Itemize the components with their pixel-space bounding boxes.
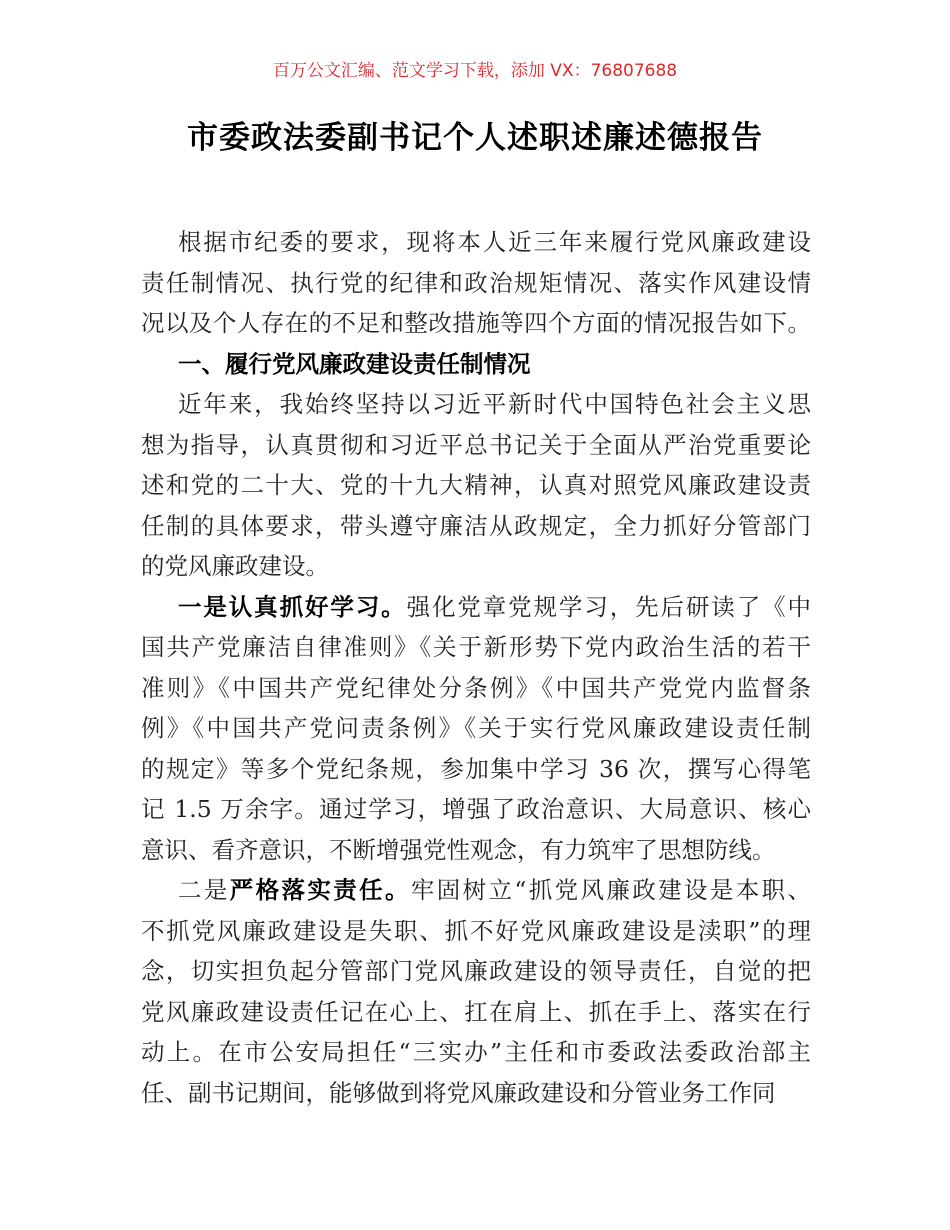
bold-text: 严格落实责任。 — [229, 876, 411, 904]
text-line — [141, 951, 811, 992]
text-segment: 准则》《中国共产党纪律处分条例》《中国共产党党内监督条 — [141, 673, 811, 702]
text-line — [141, 668, 811, 709]
text-line — [141, 992, 811, 1033]
text-line — [141, 749, 811, 790]
text-line — [141, 1073, 811, 1114]
text-line — [141, 384, 811, 425]
text-segment: 牢固树立“抓党风廉政建设是本职、 — [410, 876, 812, 904]
paragraph — [141, 587, 811, 871]
text-segment: 记 1.5 万余字。通过学习，增强了政治意识、大局意识、核心 — [141, 795, 811, 823]
text-segment: 的规定》等多个党纪条规，参加集中学习 36 次，撰写心得笔 — [141, 754, 811, 783]
text-segment: 强化党章党规学习，先后研读了《中 — [406, 592, 811, 621]
text-segment: 国共产党廉洁自律准则》《关于新形势下党内政治生活的若干 — [141, 633, 811, 661]
text-line — [141, 587, 811, 628]
text-segment: 述和党的二十大、党的十九大精神，认真对照党风廉政建设责 — [141, 471, 811, 499]
text-line — [141, 870, 811, 911]
text-line — [141, 465, 811, 506]
document-body — [141, 222, 811, 1113]
text-segment: 近年来，我始终坚持以习近平新时代中国特色社会主义思 — [178, 390, 811, 418]
text-line — [141, 1032, 811, 1073]
section-heading — [141, 344, 811, 385]
text-line — [141, 546, 811, 587]
text-line — [141, 789, 811, 830]
bold-text: 一是认真抓好学习。 — [178, 592, 407, 621]
paragraph — [141, 222, 811, 344]
text-segment: 根据市纪委的要求，现将本人近三年来履行党风廉政建设 — [178, 228, 811, 256]
text-segment: 责任制情况、执行党的纪律和政治规矩情况、落实作风建设情 — [141, 268, 811, 297]
text-segment: 动上。在市公安局担任“三实办”主任和市委政法委政治部主 — [141, 1038, 811, 1066]
text-line — [141, 222, 811, 263]
text-line — [141, 263, 811, 304]
paragraph — [141, 384, 811, 587]
text-line — [141, 830, 811, 871]
text-line — [141, 506, 811, 547]
text-segment: 念，切实担负起分管部门党风廉政建设的领导责任，自觉的把 — [141, 957, 811, 985]
text-line — [141, 627, 811, 668]
text-segment: 党风廉政建设责任记在心上、扛在肩上、抓在手上、落实在行 — [141, 997, 811, 1026]
text-segment: 意识、看齐意识，不断增强党性观念，有力筑牢了思想防线。 — [141, 835, 776, 864]
text-segment: 任、副书记期间，能够做到将党风廉政建设和分管业务工作同 — [141, 1078, 776, 1107]
text-segment: 二是 — [178, 876, 230, 904]
bold-text: 一、履行党风廉政建设责任制情况 — [178, 349, 531, 378]
text-segment: 例》《中国共产党问责条例》《关于实行党风廉政建设责任制 — [141, 714, 811, 742]
text-segment: 况以及个人存在的不足和整改措施等四个方面的情况报告如下。 — [141, 309, 811, 337]
document-title: 市委政法委副书记个人述职述廉述德报告 — [187, 120, 763, 156]
text-segment: 的党风廉政建设。 — [141, 552, 329, 580]
text-line — [141, 344, 811, 385]
text-segment: 任制的具体要求，带头遵守廉洁从政规定，全力抓好分管部门 — [141, 511, 811, 540]
text-line — [141, 303, 811, 344]
text-line — [141, 911, 811, 952]
text-line — [141, 708, 811, 749]
text-segment: 不抓党风廉政建设是失职、抓不好党风廉政建设是渎职”的理 — [141, 916, 811, 945]
watermark-header: 百万公文汇编、范文学习下载，添加 VX：76807688 — [272, 61, 678, 81]
paragraph — [141, 870, 811, 1113]
text-segment: 想为指导，认真贯彻和习近平总书记关于全面从严治党重要论 — [141, 430, 811, 459]
text-line — [141, 425, 811, 466]
